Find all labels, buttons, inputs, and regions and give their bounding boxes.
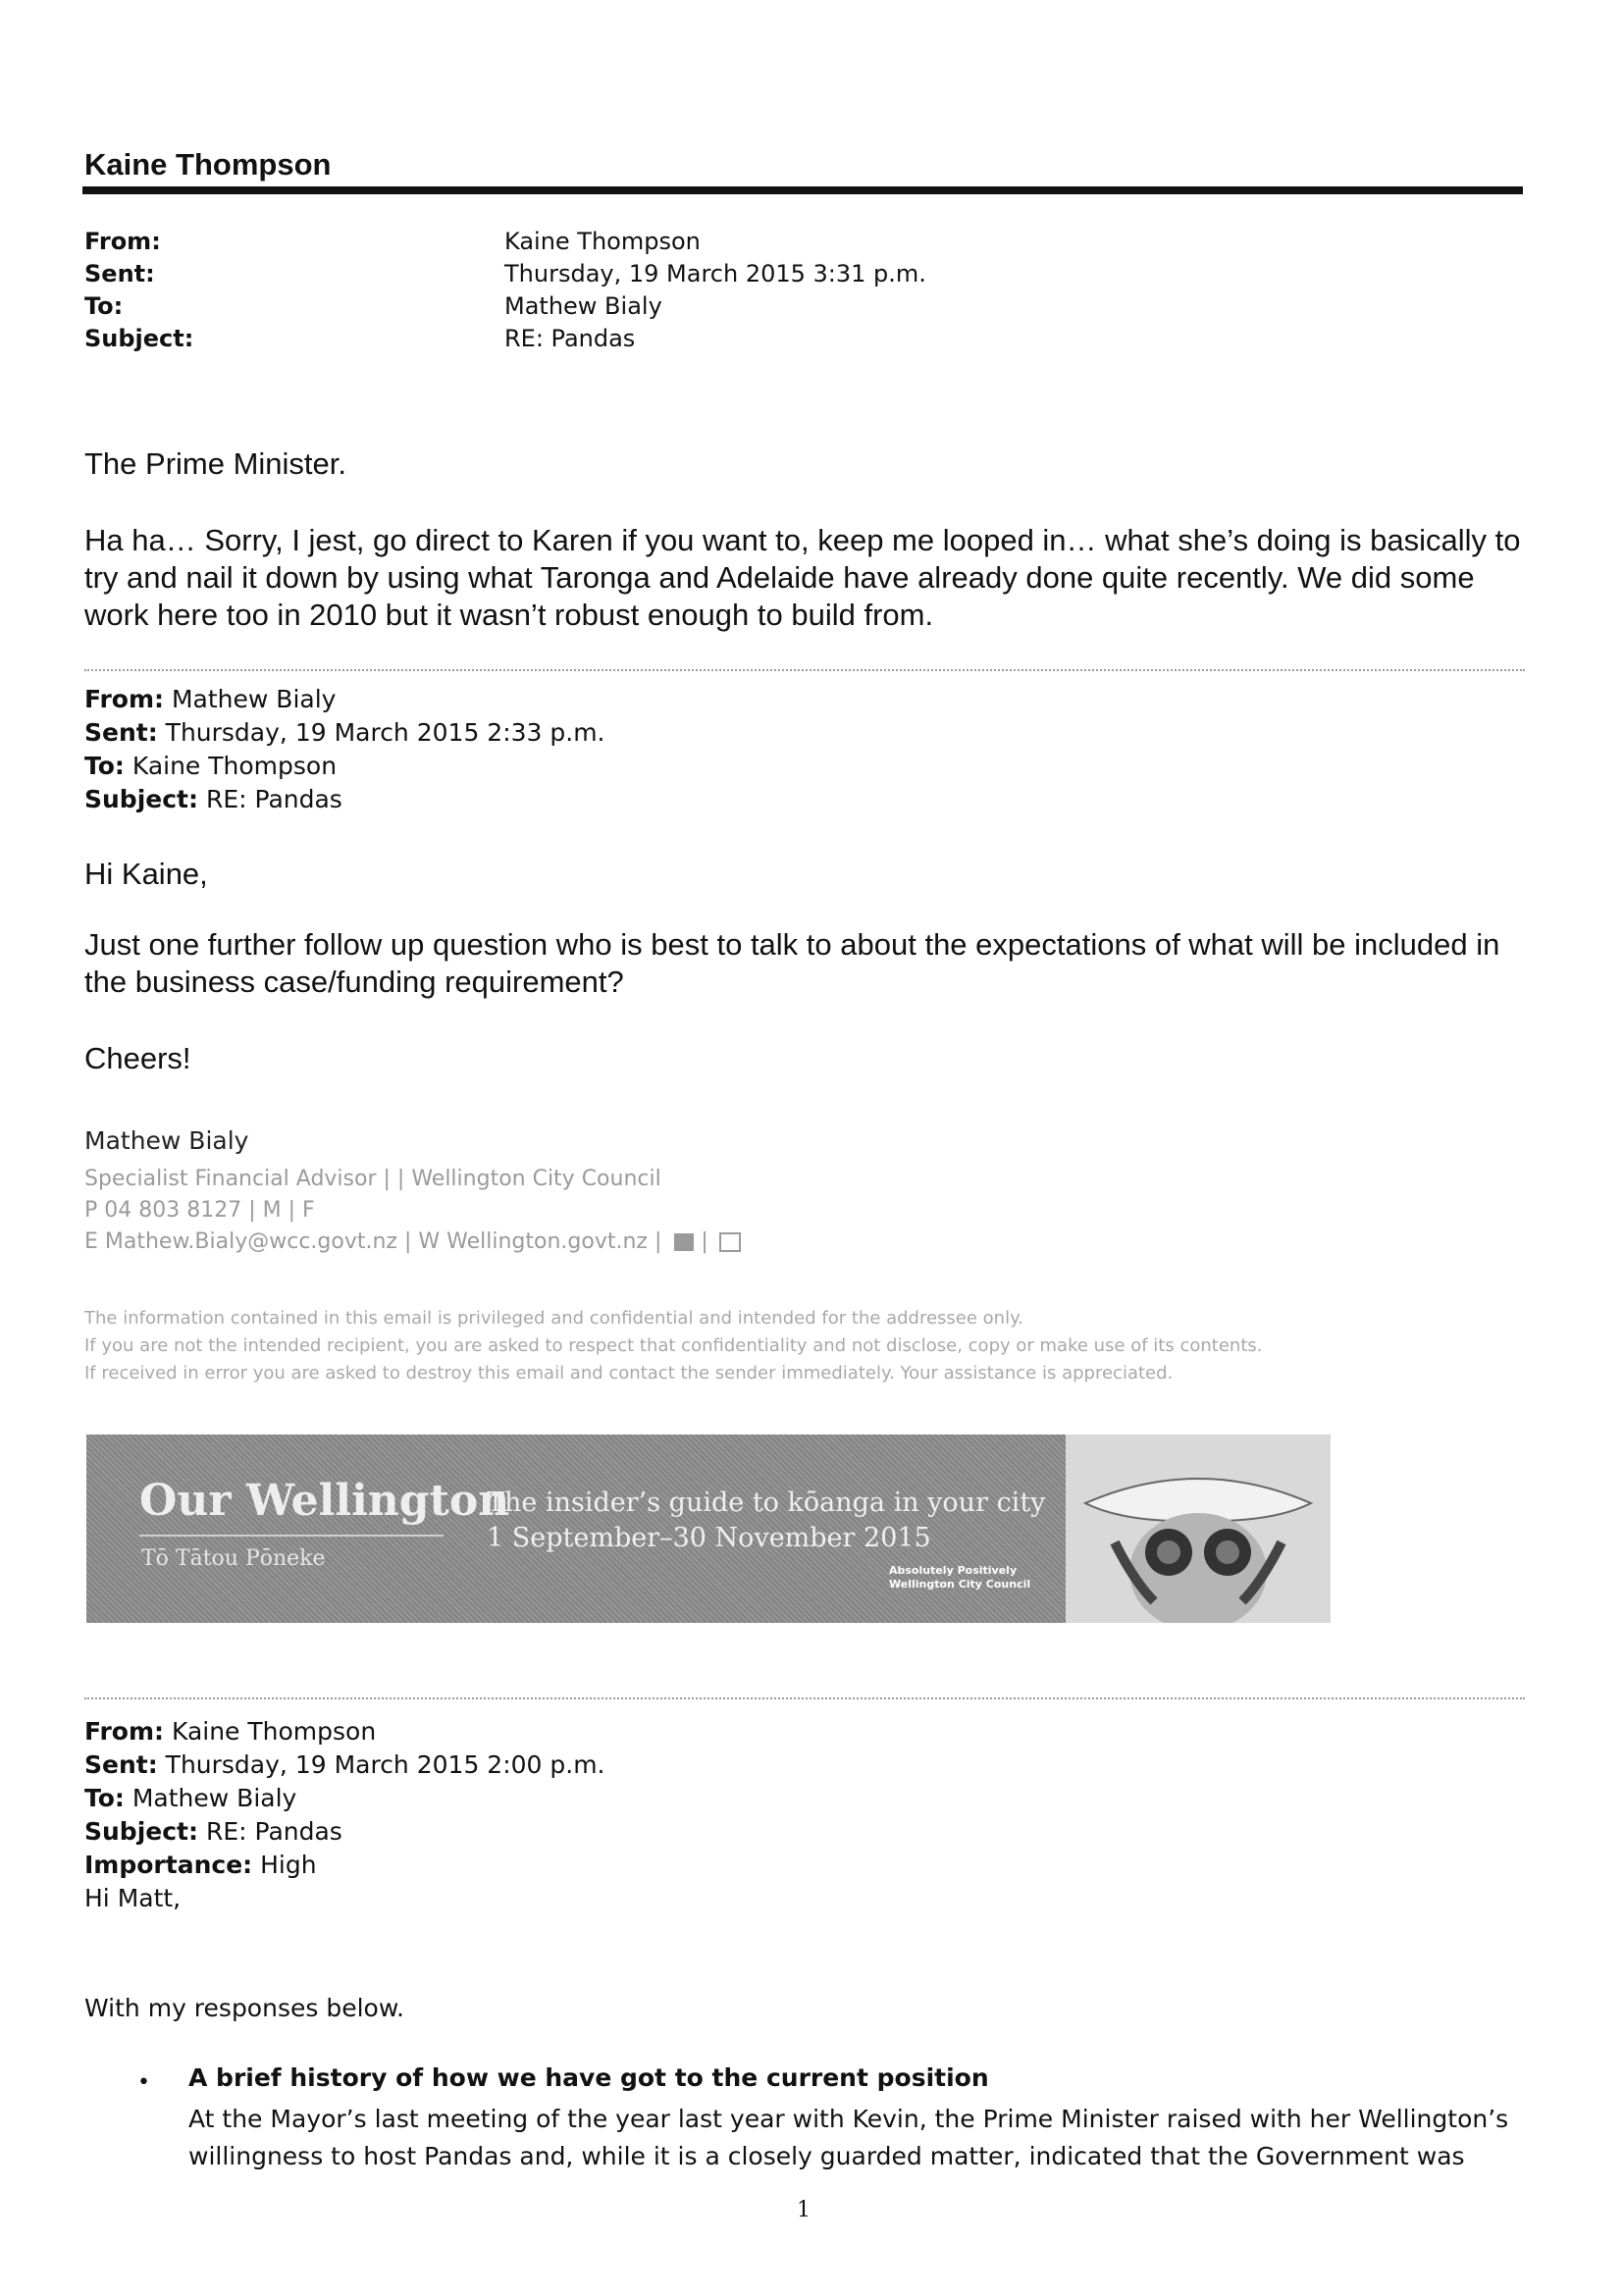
email-header	[84, 226, 926, 355]
header-from-value: Kaine Thompson	[504, 228, 701, 255]
banner-brand-line-2: Wellington City Council	[889, 1578, 1031, 1591]
banner-brand-line-1: Absolutely Positively	[889, 1564, 1018, 1577]
forward1-from	[84, 683, 605, 716]
divider-bar: |	[701, 1229, 708, 1254]
header-to-row	[84, 290, 926, 323]
forward1-sent-label: Sent:	[84, 718, 158, 747]
banner-title: Our Wellington	[139, 1476, 510, 1526]
header-from-row	[84, 226, 926, 258]
reply-line-1: The Prime Minister.	[84, 446, 347, 481]
bullet-title: A brief history of how we have got to the current position	[188, 2063, 989, 2092]
disclaimer-line-3: If received in error you are asked to destroy this email and contact the sender immediately. Your assistance is appreciated.	[84, 1363, 1174, 1383]
forward2-to-label: To:	[84, 1784, 125, 1812]
forward2-importance-label: Importance:	[84, 1851, 253, 1879]
forward2-from-value: Kaine Thompson	[171, 1717, 377, 1746]
forward1-subject-label: Subject:	[84, 785, 198, 813]
separator-rule	[84, 669, 1525, 671]
forward-header-1	[84, 683, 605, 816]
forward2-sent-label: Sent:	[84, 1750, 158, 1779]
page-number: 1	[797, 2198, 811, 2222]
forward2-from	[84, 1715, 605, 1748]
forward2-subject	[84, 1815, 605, 1849]
separator-rule	[84, 1697, 1525, 1699]
forward2-greeting: Hi Matt,	[84, 1884, 182, 1912]
forward1-to	[84, 750, 605, 783]
disclaimer-line-1: The information contained in this email is privileged and confidential and intended for the addressee only.	[84, 1308, 1023, 1329]
sender-name-heading: Kaine Thompson	[84, 147, 332, 182]
forward1-greeting: Hi Kaine,	[84, 857, 208, 891]
forward1-from-label: From:	[84, 685, 165, 713]
header-to-value: Mathew Bialy	[504, 292, 662, 320]
our-wellington-banner[interactable]	[86, 1435, 1331, 1623]
forward-header-2	[84, 1715, 605, 1882]
signature-email[interactable]: E Mathew.Bialy@wcc.govt.nz | W Wellington.govt.nz |	[84, 1229, 662, 1254]
bullet-body: At the Mayor’s last meeting of the year last year with Kevin, the Prime Minister raised with her Wellington’s willingness to host Pandas and, while it is a closely guarded matter, indicated that the Government was	[188, 2105, 1509, 2170]
header-subject-value: RE: Pandas	[504, 325, 636, 352]
forward1-to-label: To:	[84, 752, 125, 780]
forward1-signoff: Cheers!	[84, 1041, 191, 1075]
header-sent-row	[84, 258, 926, 290]
signature-name: Mathew Bialy	[84, 1126, 249, 1155]
signature-title: Specialist Financial Advisor | | Wellington City Council	[84, 1167, 661, 1191]
banner-tagline: The insider’s guide to kōanga in your city	[487, 1487, 1046, 1518]
disclaimer-line-2: If you are not the intended recipient, you are asked to respect that confidentiality and not disclose, copy or make use of its contents.	[84, 1335, 1263, 1356]
forward2-to-value: Mathew Bialy	[131, 1784, 297, 1812]
forward2-to	[84, 1782, 605, 1815]
header-sent-value: Thursday, 19 March 2015 3:31 p.m.	[504, 260, 926, 287]
heading-rule	[82, 186, 1523, 194]
social-icon[interactable]	[674, 1233, 694, 1251]
forward2-intro: With my responses below.	[84, 1994, 404, 2022]
binoculars-person-photo	[1066, 1435, 1331, 1623]
forward1-to-value: Kaine Thompson	[131, 752, 338, 780]
header-subject-label: Subject:	[84, 325, 194, 352]
forward1-sent-value: Thursday, 19 March 2015 2:33 p.m.	[165, 718, 605, 747]
forward2-from-label: From:	[84, 1717, 165, 1746]
forward1-question: Just one further follow up question who is best to talk to about the expectations of what will be included in the business case/funding requirement?	[84, 927, 1500, 999]
forward2-importance	[84, 1849, 605, 1882]
forward2-importance-value: High	[260, 1851, 317, 1879]
forward1-sent	[84, 716, 605, 750]
header-from-label: From:	[84, 228, 161, 255]
banner-dates: 1 September–30 November 2015	[487, 1523, 931, 1553]
forward1-subject-value: RE: Pandas	[205, 785, 342, 813]
forward2-sent	[84, 1748, 605, 1782]
forward1-subject	[84, 783, 605, 816]
mail-icon[interactable]	[719, 1232, 741, 1252]
header-subject-row	[84, 323, 926, 355]
bullet-point: •	[137, 2070, 150, 2095]
signature-phone: P 04 803 8127 | M | F	[84, 1198, 315, 1223]
forward1-from-value: Mathew Bialy	[171, 685, 337, 713]
forward2-sent-value: Thursday, 19 March 2015 2:00 p.m.	[165, 1750, 605, 1779]
banner-subtitle: Tō Tātou Pōneke	[141, 1546, 326, 1571]
forward2-subject-value: RE: Pandas	[205, 1817, 342, 1846]
forward2-subject-label: Subject:	[84, 1817, 198, 1846]
banner-rule	[139, 1535, 444, 1537]
header-sent-label: Sent:	[84, 260, 155, 287]
reply-paragraph-2: Ha ha… Sorry, I jest, go direct to Karen if you want to, keep me looped in… what she’s doing is basically to try and nail it down by using what Taronga and Adelaide have already done quite recently. We did some work here too in 2010 but it wasn’t robust enough to build from.	[84, 523, 1521, 632]
header-to-label: To:	[84, 292, 124, 320]
signature-contact	[84, 1226, 741, 1258]
